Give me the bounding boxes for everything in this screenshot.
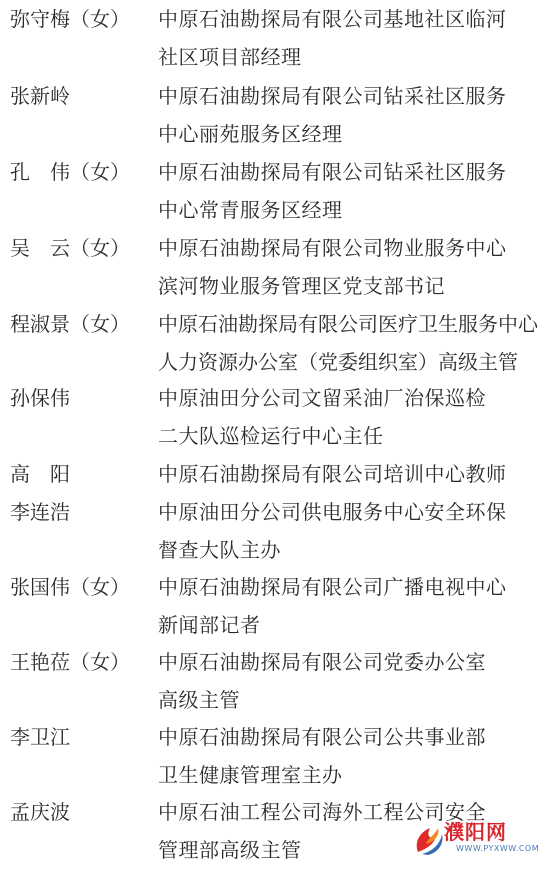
person-position bbox=[158, 229, 543, 305]
watermark-url: WWW.PYXWW.COM bbox=[456, 844, 540, 853]
position-line: 中原石油勘探局有限公司物业服务中心 bbox=[158, 236, 507, 260]
position-line: 二大队巡检运行中心主任 bbox=[158, 424, 384, 448]
position-line: 中原石油勘探局有限公司医疗卫生服务中心 bbox=[158, 312, 538, 336]
person-name: 李卫江 bbox=[10, 725, 70, 749]
person-position bbox=[158, 493, 543, 569]
person-name: 王艳莅（女） bbox=[10, 650, 130, 674]
person-name: 弥守梅（女） bbox=[10, 7, 130, 31]
person-position bbox=[158, 455, 543, 493]
person-name: 孙保伟 bbox=[10, 386, 70, 410]
position-line: 中原石油勘探局有限公司培训中心教师 bbox=[158, 462, 507, 486]
position-line: 中心丽苑服务区经理 bbox=[158, 122, 343, 146]
person-name: 张国伟（女） bbox=[10, 575, 130, 599]
person-position bbox=[158, 0, 543, 76]
position-line: 中原石油勘探局有限公司公共事业部 bbox=[158, 725, 486, 749]
person-position bbox=[158, 305, 543, 381]
position-line: 中原石油勘探局有限公司钻采社区服务 bbox=[158, 160, 507, 184]
site-watermark bbox=[412, 816, 542, 860]
watermark-text: 濮阳网 bbox=[444, 820, 507, 844]
position-line: 中原油田分公司文留采油厂治保巡检 bbox=[158, 386, 486, 410]
position-line: 中原油田分公司供电服务中心安全环保 bbox=[158, 500, 507, 524]
position-line: 中原石油勘探局有限公司钻采社区服务 bbox=[158, 84, 507, 108]
position-line: 中心常青服务区经理 bbox=[158, 198, 343, 222]
position-line: 社区项目部经理 bbox=[158, 45, 302, 69]
position-line: 新闻部记者 bbox=[158, 613, 261, 637]
position-line: 滨河物业服务管理区党支部书记 bbox=[158, 274, 445, 298]
position-line: 高级主管 bbox=[158, 688, 240, 712]
person-position bbox=[158, 379, 543, 455]
person-position bbox=[158, 77, 543, 153]
flame-logo-icon bbox=[412, 818, 448, 856]
person-name: 孟庆波 bbox=[10, 800, 70, 824]
position-line: 中原石油勘探局有限公司党委办公室 bbox=[158, 650, 486, 674]
person-name: 吴 云（女） bbox=[10, 236, 130, 260]
position-line: 管理部高级主管 bbox=[158, 838, 302, 862]
person-name: 孔 伟（女） bbox=[10, 160, 130, 184]
position-line: 卫生健康管理室主办 bbox=[158, 763, 343, 787]
person-position bbox=[158, 643, 543, 719]
person-name: 李连浩 bbox=[10, 500, 70, 524]
position-line: 中原石油勘探局有限公司广播电视中心 bbox=[158, 575, 507, 599]
person-position bbox=[158, 153, 543, 229]
person-name: 张新岭 bbox=[10, 84, 70, 108]
position-line: 中原石油工程公司海外工程公司安全 bbox=[158, 800, 486, 824]
person-position bbox=[158, 568, 543, 644]
position-line: 人力资源办公室（党委组织室）高级主管 bbox=[158, 350, 518, 374]
position-line: 中原石油勘探局有限公司基地社区临河 bbox=[158, 7, 507, 31]
person-name: 高 阳 bbox=[10, 462, 70, 486]
position-line: 督查大队主办 bbox=[158, 538, 281, 562]
person-position bbox=[158, 718, 543, 794]
person-name: 程淑景（女） bbox=[10, 312, 130, 336]
